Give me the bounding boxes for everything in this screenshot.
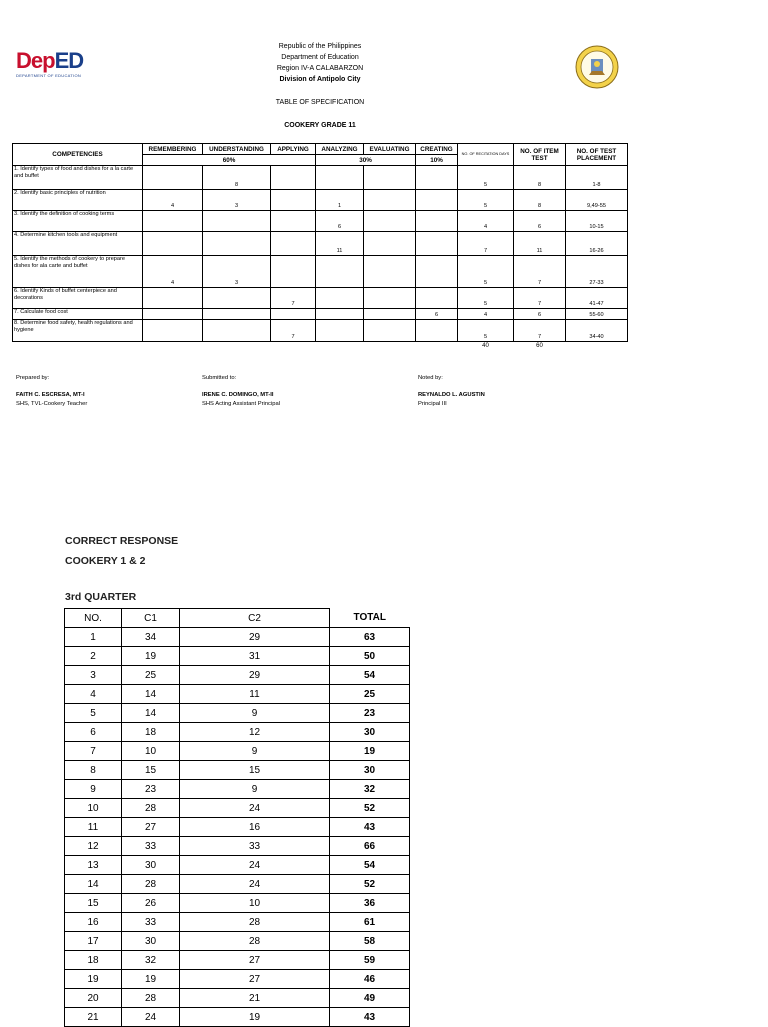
cr-cell-no: 6 xyxy=(65,723,122,742)
tos-cell-eva xyxy=(364,232,416,256)
tos-row xyxy=(13,320,628,342)
cr-cell-c1: 18 xyxy=(122,723,180,742)
tos-cell-eva xyxy=(364,256,416,288)
tos-row xyxy=(13,288,628,309)
tos-row xyxy=(13,190,628,211)
table-row xyxy=(65,856,410,875)
cr-cell-total: 23 xyxy=(330,704,410,723)
tos-cell-cre xyxy=(416,256,458,288)
competency-cell: 8. Determine food safety, health regulations and hygiene xyxy=(13,320,143,342)
competency-cell: 6. Identify Kinds of buffet centerpiece and decorations xyxy=(13,288,143,309)
division-seal-icon xyxy=(575,45,619,89)
competency-cell: 1. Identify types of food and dishes for a la carte and buffet xyxy=(13,166,143,190)
cr-col-c2: C2 xyxy=(180,609,330,628)
tos-cell-items: 7 xyxy=(514,320,566,342)
tos-cell-app xyxy=(271,211,316,232)
cr-cell-c2: 10 xyxy=(180,894,330,913)
cr-cell-no: 3 xyxy=(65,666,122,685)
tos-cell-items: 6 xyxy=(514,309,566,320)
cr-cell-c2: 27 xyxy=(180,970,330,989)
table-row xyxy=(65,932,410,951)
cr-cell-total: 61 xyxy=(330,913,410,932)
deped-logo xyxy=(16,50,88,80)
cr-cell-no: 9 xyxy=(65,780,122,799)
tos-cell-days: 7 xyxy=(458,232,514,256)
cr-cell-no: 13 xyxy=(65,856,122,875)
noted-name: REYNALDO L. AGUSTIN xyxy=(418,392,485,398)
col-competencies: COMPETENCIES xyxy=(13,144,143,166)
total-items: 60 xyxy=(536,343,543,350)
cr-cell-total: 49 xyxy=(330,989,410,1008)
table-row xyxy=(65,685,410,704)
table-row xyxy=(65,723,410,742)
prepared-title: SHS, TVL-Cookery Teacher xyxy=(16,401,88,407)
tos-title: TABLE OF SPECIFICATION xyxy=(275,99,365,106)
cr-cell-c1: 28 xyxy=(122,875,180,894)
cr-cell-no: 15 xyxy=(65,894,122,913)
cr-cell-no: 16 xyxy=(65,913,122,932)
tos-cell-place: 10-15 xyxy=(566,211,628,232)
cr-cell-c1: 30 xyxy=(122,932,180,951)
tos-table xyxy=(12,143,628,351)
submitted-name: IRENE C. DOMINGO, MT-II xyxy=(202,392,274,398)
table-row xyxy=(65,951,410,970)
table-row xyxy=(65,875,410,894)
cr-cell-total: 66 xyxy=(330,837,410,856)
tos-cell-und: 3 xyxy=(203,190,271,211)
submitted-label: Submitted to: xyxy=(202,375,237,381)
cr-cell-c2: 15 xyxy=(180,761,330,780)
cr-cell-c1: 15 xyxy=(122,761,180,780)
tos-cell-rem xyxy=(143,166,203,190)
cr-cell-no: 18 xyxy=(65,951,122,970)
table-row xyxy=(65,799,410,818)
cr-cell-c1: 24 xyxy=(122,1008,180,1027)
tos-cell-items: 7 xyxy=(514,256,566,288)
cr-cell-no: 17 xyxy=(65,932,122,951)
col-understanding: UNDERSTANDING xyxy=(203,144,271,155)
cr-cell-total: 30 xyxy=(330,761,410,780)
tos-cell-und xyxy=(203,288,271,309)
cr-cell-total: 52 xyxy=(330,799,410,818)
tos-cell-cre xyxy=(416,320,458,342)
cr-cell-total: 59 xyxy=(330,951,410,970)
cr-cell-c1: 33 xyxy=(122,913,180,932)
tos-cell-rem xyxy=(143,211,203,232)
cr-cell-c2: 24 xyxy=(180,856,330,875)
cr-cell-c2: 19 xyxy=(180,1008,330,1027)
tos-cell-place: 34-40 xyxy=(566,320,628,342)
noted-label: Noted by: xyxy=(418,375,443,381)
competency-cell: 2. Identify basic principles of nutrition xyxy=(13,190,143,211)
cr-cell-c2: 24 xyxy=(180,875,330,894)
table-row xyxy=(65,780,410,799)
tos-cell-place: 27-33 xyxy=(566,256,628,288)
submitted-to-block xyxy=(202,374,280,409)
tos-cell-eva xyxy=(364,309,416,320)
cr-cell-total: 30 xyxy=(330,723,410,742)
competency-cell: 5. Identify the methods of cookery to prepare dishes for ala carte and buffet xyxy=(13,256,143,288)
cr-cell-no: 7 xyxy=(65,742,122,761)
tos-row xyxy=(13,309,628,320)
tos-cell-ana xyxy=(316,166,364,190)
prepared-label: Prepared by: xyxy=(16,375,50,381)
col-recitation-days: NO. OF RECITATION DAYS xyxy=(458,144,514,166)
cr-cell-c2: 9 xyxy=(180,780,330,799)
tos-cell-items: 7 xyxy=(514,288,566,309)
quarter-label: 3rd QUARTER xyxy=(65,591,137,603)
prepared-name: FAITH C. ESCRESA, MT-I xyxy=(16,392,85,398)
logo-dep: Dep xyxy=(16,48,55,73)
cr-cell-c2: 12 xyxy=(180,723,330,742)
table-row xyxy=(65,989,410,1008)
table-row xyxy=(65,894,410,913)
tos-cell-place: 1-8 xyxy=(566,166,628,190)
tos-cell-ana xyxy=(316,256,364,288)
cr-cell-total: 32 xyxy=(330,780,410,799)
tos-cell-und xyxy=(203,309,271,320)
cr-cell-no: 21 xyxy=(65,1008,122,1027)
cr-cell-c2: 27 xyxy=(180,951,330,970)
tos-cell-eva xyxy=(364,190,416,211)
table-row xyxy=(65,704,410,723)
cr-cell-c1: 30 xyxy=(122,856,180,875)
subject-title: COOKERY GRADE 11 xyxy=(284,122,356,129)
cr-cell-c2: 29 xyxy=(180,628,330,647)
pct-10: 10% xyxy=(416,155,458,166)
cr-cell-total: 63 xyxy=(330,628,410,647)
tos-cell-items: 6 xyxy=(514,211,566,232)
tos-cell-und: 8 xyxy=(203,166,271,190)
header-line-1: Republic of the Philippines xyxy=(278,43,362,50)
tos-cell-items: 8 xyxy=(514,166,566,190)
cr-cell-c1: 33 xyxy=(122,837,180,856)
table-row xyxy=(65,761,410,780)
table-row xyxy=(65,970,410,989)
tos-cell-ana xyxy=(316,320,364,342)
noted-by-block xyxy=(418,374,485,409)
cr-cell-total: 19 xyxy=(330,742,410,761)
pct-30: 30% xyxy=(316,155,416,166)
cr-cell-no: 1 xyxy=(65,628,122,647)
table-row xyxy=(65,837,410,856)
tos-cell-und xyxy=(203,320,271,342)
tos-cell-eva xyxy=(364,211,416,232)
cr-cell-c1: 34 xyxy=(122,628,180,647)
tos-cell-cre xyxy=(416,211,458,232)
cr-col-no: NO. xyxy=(65,609,122,628)
cr-cell-c1: 27 xyxy=(122,818,180,837)
cr-cell-no: 12 xyxy=(65,837,122,856)
logo-sub: DEPARTMENT OF EDUCATION xyxy=(16,73,82,78)
cr-cell-c2: 9 xyxy=(180,704,330,723)
col-item-test: NO. OF ITEM TEST xyxy=(514,144,566,166)
cr-cell-c2: 29 xyxy=(180,666,330,685)
tos-cell-rem xyxy=(143,320,203,342)
cr-cell-c2: 24 xyxy=(180,799,330,818)
tos-cell-app xyxy=(271,232,316,256)
cr-cell-total: 52 xyxy=(330,875,410,894)
cr-cell-total: 25 xyxy=(330,685,410,704)
cr-cell-c1: 14 xyxy=(122,685,180,704)
cr-cell-no: 14 xyxy=(65,875,122,894)
cr-cell-total: 50 xyxy=(330,647,410,666)
cr-cell-total: 54 xyxy=(330,666,410,685)
cr-cell-no: 8 xyxy=(65,761,122,780)
cr-cell-total: 43 xyxy=(330,1008,410,1027)
tos-cell-days: 5 xyxy=(458,320,514,342)
submitted-title: SHS Acting Assistant Principal xyxy=(202,401,280,407)
cr-cell-total: 36 xyxy=(330,894,410,913)
cr-cell-no: 19 xyxy=(65,970,122,989)
tos-cell-rem xyxy=(143,288,203,309)
cr-cell-c1: 19 xyxy=(122,647,180,666)
cr-cell-c2: 33 xyxy=(180,837,330,856)
tos-cell-cre xyxy=(416,288,458,309)
tos-cell-eva xyxy=(364,320,416,342)
cr-cell-total: 43 xyxy=(330,818,410,837)
col-analyzing: ANALYZING xyxy=(316,144,364,155)
tos-cell-app xyxy=(271,190,316,211)
cr-cell-c1: 10 xyxy=(122,742,180,761)
cr-cell-c1: 14 xyxy=(122,704,180,723)
tos-cell-cre xyxy=(416,232,458,256)
prepared-by-block xyxy=(16,374,87,409)
cr-cell-total: 46 xyxy=(330,970,410,989)
cr-col-c1: C1 xyxy=(122,609,180,628)
tos-cell-items: 8 xyxy=(514,190,566,211)
cr-col-total: TOTAL xyxy=(330,609,410,628)
table-row xyxy=(65,666,410,685)
header-line-3: Region IV-A CALABARZON xyxy=(276,65,364,72)
cr-cell-c2: 16 xyxy=(180,818,330,837)
competency-cell: 3. Identify the definition of cooking terms xyxy=(13,211,143,232)
tos-cell-app: 7 xyxy=(271,288,316,309)
cr-cell-c1: 28 xyxy=(122,799,180,818)
competency-cell: 4. Determine kitchen tools and equipment xyxy=(13,232,143,256)
tos-cell-place: 41-47 xyxy=(566,288,628,309)
tos-cell-days: 5 xyxy=(458,288,514,309)
correct-response-table xyxy=(64,608,410,1027)
tos-cell-ana: 6 xyxy=(316,211,364,232)
tos-cell-eva xyxy=(364,288,416,309)
total-days: 40 xyxy=(482,343,489,350)
pct-60: 60% xyxy=(143,155,316,166)
header-line-2: Department of Education xyxy=(281,54,359,61)
tos-cell-und xyxy=(203,232,271,256)
tos-cell-days: 5 xyxy=(458,166,514,190)
tos-cell-rem xyxy=(143,232,203,256)
cr-cell-no: 10 xyxy=(65,799,122,818)
cr-cell-no: 4 xyxy=(65,685,122,704)
cr-cell-c2: 11 xyxy=(180,685,330,704)
cr-cell-c1: 25 xyxy=(122,666,180,685)
table-row xyxy=(65,818,410,837)
tos-cell-ana: 11 xyxy=(316,232,364,256)
table-row xyxy=(65,647,410,666)
tos-row xyxy=(13,211,628,232)
table-row xyxy=(65,742,410,761)
tos-cell-rem xyxy=(143,309,203,320)
cr-cell-no: 2 xyxy=(65,647,122,666)
tos-cell-app xyxy=(271,309,316,320)
cr-cell-c2: 9 xyxy=(180,742,330,761)
cr-cell-no: 11 xyxy=(65,818,122,837)
cr-cell-total: 58 xyxy=(330,932,410,951)
tos-cell-cre xyxy=(416,190,458,211)
tos-cell-ana xyxy=(316,288,364,309)
correct-response-subtitle: COOKERY 1 & 2 xyxy=(65,555,146,567)
table-row xyxy=(65,628,410,647)
col-remembering: REMEMBERING xyxy=(143,144,203,155)
tos-cell-app: 7 xyxy=(271,320,316,342)
tos-cell-place: 55-60 xyxy=(566,309,628,320)
cr-cell-total: 54 xyxy=(330,856,410,875)
tos-cell-und: 3 xyxy=(203,256,271,288)
cr-cell-c1: 23 xyxy=(122,780,180,799)
col-test-placement: NO. OF TEST PLACEMENT xyxy=(566,144,628,166)
cr-cell-c1: 19 xyxy=(122,970,180,989)
header-line-4: Division of Antipolo City xyxy=(279,76,361,83)
cr-cell-no: 20 xyxy=(65,989,122,1008)
tos-cell-place: 9,49-55 xyxy=(566,190,628,211)
tos-row xyxy=(13,166,628,190)
tos-cell-place: 16-26 xyxy=(566,232,628,256)
logo-ed: ED xyxy=(54,48,84,73)
col-creating: CREATING xyxy=(416,144,458,155)
cr-cell-c2: 21 xyxy=(180,989,330,1008)
cr-cell-c1: 32 xyxy=(122,951,180,970)
cr-cell-c1: 26 xyxy=(122,894,180,913)
tos-cell-items: 11 xyxy=(514,232,566,256)
tos-cell-days: 4 xyxy=(458,309,514,320)
tos-cell-rem: 4 xyxy=(143,190,203,211)
correct-response-title: CORRECT RESPONSE xyxy=(65,535,179,547)
tos-cell-ana: 1 xyxy=(316,190,364,211)
noted-title: Principal III xyxy=(418,401,447,407)
tos-cell-days: 4 xyxy=(458,211,514,232)
tos-cell-app xyxy=(271,166,316,190)
tos-cell-und xyxy=(203,211,271,232)
tos-cell-eva xyxy=(364,166,416,190)
cr-cell-c1: 28 xyxy=(122,989,180,1008)
cr-cell-c2: 28 xyxy=(180,913,330,932)
cr-cell-c2: 31 xyxy=(180,647,330,666)
table-row xyxy=(65,913,410,932)
col-applying: APPLYING xyxy=(271,144,316,155)
tos-cell-rem: 4 xyxy=(143,256,203,288)
cr-cell-no: 5 xyxy=(65,704,122,723)
col-evaluating: EVALUATING xyxy=(364,144,416,155)
cr-cell-c2: 28 xyxy=(180,932,330,951)
tos-cell-days: 5 xyxy=(458,190,514,211)
tos-cell-cre: 6 xyxy=(416,309,458,320)
tos-cell-app xyxy=(271,256,316,288)
tos-cell-ana xyxy=(316,309,364,320)
competency-cell: 7. Calculate food cost xyxy=(13,309,143,320)
tos-row xyxy=(13,232,628,256)
tos-cell-days: 5 xyxy=(458,256,514,288)
tos-row xyxy=(13,256,628,288)
tos-cell-cre xyxy=(416,166,458,190)
